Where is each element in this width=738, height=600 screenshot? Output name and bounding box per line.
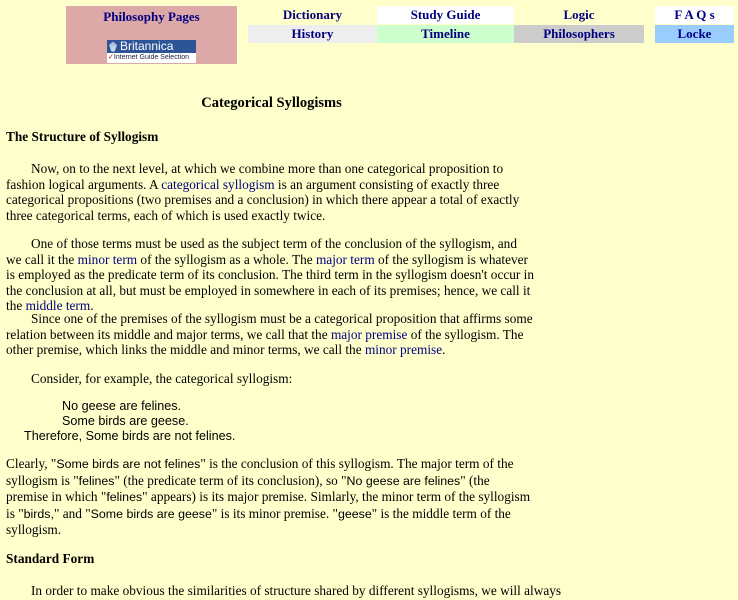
nav-home-cell [66,6,237,64]
example-syllogism [24,399,235,444]
text-span: . [442,342,446,358]
text-span: of the syllogism as a whole. The [137,251,316,267]
nav-link-faqs[interactable]: F A Q s [674,7,715,22]
paragraph-2 [6,236,534,314]
nav-cell-philosophers [514,25,644,43]
nav-cell-logic [514,6,644,24]
text-span: " (the premise in which " [6,472,490,505]
paragraph-3 [6,311,534,358]
quoted-text: felines [78,473,115,488]
section-heading-structure: The Structure of Syllogism [6,129,159,144]
nav-cell-history [248,25,377,43]
link-categorical-syllogism[interactable]: categorical syllogism [161,176,275,192]
philosophy-pages-link[interactable]: Philosophy Pages [103,9,200,24]
text-span: of the syllogism. The other premise, which links the middle and minor terms, we call the [6,326,524,358]
nav-cell-locke [655,25,734,43]
example-conclusion: Therefore, Some birds are not felines. [24,429,236,443]
nav-cell-dictionary [248,6,377,24]
paragraph-5 [6,456,534,538]
text-span: . [90,298,94,314]
text-span: Clearly, " [6,456,57,471]
britannica-thistle-icon [109,42,117,52]
nav-link-locke[interactable]: Locke [677,26,712,41]
quoted-text: No geese are felines [346,473,461,488]
britannica-name: Britannica [120,39,174,53]
text-span: " appears) is its major premise. Simlarly, the minor term of the syllogism is " [6,489,531,521]
paragraph-1 [6,161,534,223]
nav-link-study-guide[interactable]: Study Guide [410,7,481,22]
page-title: Categorical Syllogisms [201,95,342,111]
quoted-text: geese [337,506,372,521]
link-major-premise[interactable]: major premise [330,326,408,342]
text-span: Since one of the premises of the syllogism must be a categorical proposition that affirms some relation between its middle and major terms, we call that the [6,311,533,342]
britannica-top [107,40,196,53]
text-span: " is the middle term of the syllogism. [6,505,511,538]
nav-link-philosophers[interactable]: Philosophers [543,26,615,41]
example-major-premise: No geese are felines. [62,399,182,413]
link-minor-term[interactable]: minor term [77,251,138,267]
text-span: Now, on to the next level, at which we combine more than one categorical proposition to fashion logical arguments. A [6,161,504,192]
text-span: " and " [53,505,91,521]
nav-cell-faqs [655,6,734,24]
quoted-text: Some birds are geese [90,506,212,521]
text-span: " is the conclusion of this syllogism. The major term of the syllogism is " [6,456,514,488]
nav-link-logic[interactable]: Logic [563,7,595,22]
text-span: " is its minor premise. " [211,505,338,521]
britannica-tag-text: Internet Guide Selection [113,54,189,61]
britannica-tagline [107,53,196,63]
text-span: " (the predicate term of its conclusion), so " [114,472,347,488]
paragraph-6: In order to make obvious the similarities of structure shared by different syllogisms, we will always [31,583,562,598]
nav-cell-timeline [377,25,514,43]
nav-cell-study-guide [377,6,514,24]
text-span: is an argument consisting of exactly three categorical propositions (two premises and a conclusion) in which there appear a total of exactly three categorical terms, each of which is used exactly twice. [6,176,520,223]
paragraph-4: Consider, for example, the categorical syllogism: [31,371,293,386]
link-middle-term[interactable]: middle term [25,298,91,314]
text-span: One of those terms must be used as the subject term of the conclusion of the syllogism, and we call it the [6,236,517,267]
nav-link-dictionary[interactable]: Dictionary [282,7,343,22]
link-major-term[interactable]: major term [315,251,375,267]
quoted-text: Some birds are not felines [56,457,201,471]
link-minor-premise[interactable]: minor premise [364,342,443,358]
britannica-badge-link[interactable] [107,40,196,63]
text-span: of the syllogism is whatever is employed as the predicate term of its conclusion. The third term in the syllogism doesn't occur in the conclusion at all, but must be employed in somewhere in each of its premises; hence, we call it the [6,251,534,314]
nav-link-history[interactable]: History [291,26,334,41]
nav-link-timeline[interactable]: Timeline [421,26,470,41]
quoted-text: felines [106,490,143,505]
quoted-text: birds, [23,506,54,521]
example-minor-premise: Some birds are geese. [62,414,189,428]
section-heading-standard-form: Standard Form [6,551,95,566]
checkmark-icon: ✓ [108,54,114,61]
